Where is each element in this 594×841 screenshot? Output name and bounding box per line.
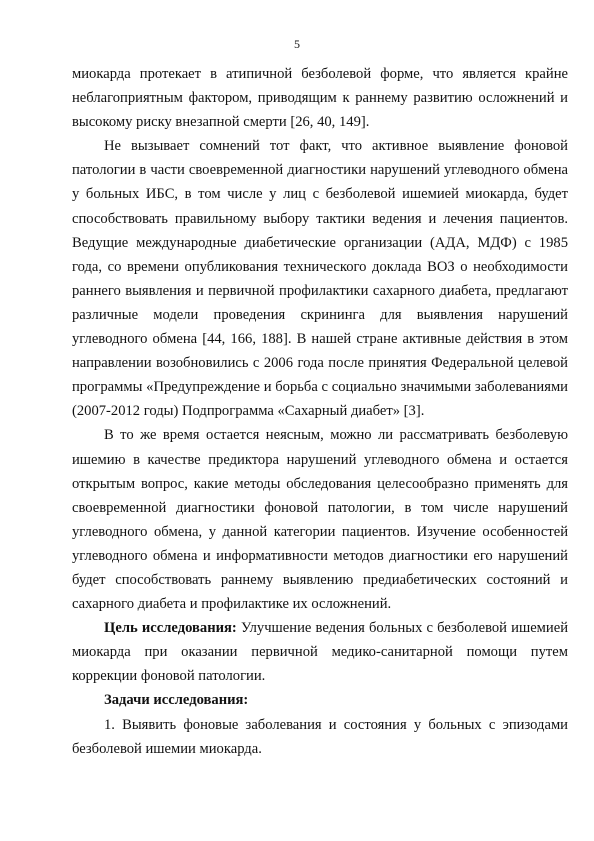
study-goal-label: Цель исследования: xyxy=(104,620,237,637)
study-goal-text: Улучшение ведения больных с безболевой ишемией миокарда при оказании первичной медико-санитарной помощи путем коррекции фоновой патологии. xyxy=(72,620,568,685)
tasks-heading: Задачи исследования: xyxy=(104,692,249,709)
paragraph-open-question: В то же время остается неясным, можно ли рассматривать безболевую ишемию в качестве предиктора нарушений углеводного обмена и остается открытым вопрос, какие методы обследования целесообразно применять для своевременной диагностики фоновой патологии, в том числе нарушений углеводного обмена, у данной категории пациентов. Изучение особенностей углеводного обмена и информативности методов диагностики его нарушений будет способствовать раннему выявлению предиабетических состояний и сахарного диабета и профилактике их осложнений. xyxy=(72,427,568,613)
paragraph-continuation: миокарда протекает в атипичной безболевой форме, что является крайне неблагоприятным фактором, приводящим к раннему развитию осложнений и высокому риску внезапной смерти [26, 40, 149]. xyxy=(72,66,568,131)
document-body xyxy=(72,62,568,761)
paragraph-background: Не вызывает сомнений тот факт, что активное выявление фоновой патологии в части своевременной диагностики нарушений углеводного обмена у больных ИБС, в том числе у лиц с безболевой ишемией миокарда, будет способствовать правильному выбору тактики ведения и лечения пациентов. Ведущие международные диабетические организации (АДА, МДФ) с 1985 года, со времени опубликования технического доклада ВОЗ о необходимости раннего выявления и первичной профилактики сахарного диабета, предлагают различные модели проведения скрининга для выявления нарушений углеводного обмена [44, 166, 188]. В нашей стране активные действия в этом направлении возобновились с 2006 года после принятия Федеральной целевой программы «Предупреждение и борьба с социально значимыми заболеваниями (2007-2012 годы) Подпрограмма «Сахарный диабет» [3]. xyxy=(72,138,568,420)
page-number: 5 xyxy=(294,37,300,51)
task-item-1: 1. Выявить фоновые заболевания и состояния у больных с эпизодами безболевой ишемии миокарда. xyxy=(72,716,568,757)
paragraph-study-goal xyxy=(72,616,568,688)
